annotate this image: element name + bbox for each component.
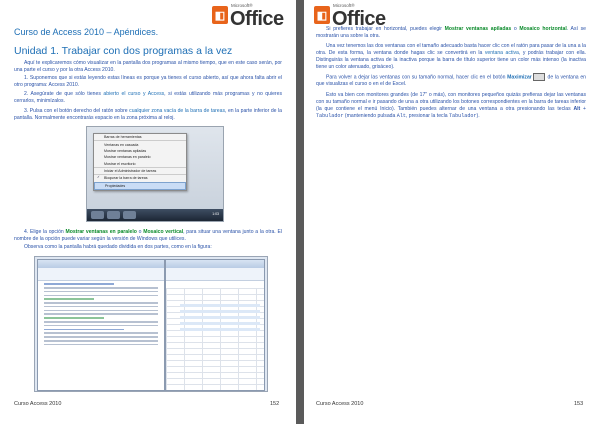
maximize-icon: [533, 73, 545, 81]
taskbar-button[interactable]: [91, 211, 104, 219]
office-logo: [314, 4, 386, 29]
office-logo-icon: ◧: [212, 6, 228, 24]
split-windows-screenshot: [34, 256, 268, 392]
menu-item[interactable]: Mostrar ventanas en paralelo: [104, 155, 151, 160]
taskbar-button[interactable]: [107, 211, 120, 219]
step-3: 3. Pulsa con el botón derecho del ratón sobre cualquier zona vacía de la barra de tareas, en la parte inferior de la pantalla. Normalmente encontrarás espacio en la zona próxima al reloj.: [14, 108, 282, 121]
left-page: [0, 0, 296, 424]
course-window: [37, 259, 165, 391]
footer-title: Curso Access 2010: [316, 401, 364, 407]
observe-paragraph: Observa como la pantalla habrá quedado dividida en dos partes, como en la figura:: [24, 244, 212, 250]
menu-item[interactable]: Barras de herramientas: [104, 135, 142, 140]
taskbar-button[interactable]: [123, 211, 136, 219]
office-logo: [212, 4, 284, 29]
paragraph-monitors: Esto va bien con monitores grandes (de 17" o más), con monitores pequeños quizás prefieras dejar las ventanas con su tamaño normal e ir pasando de una a otra utilizando los botones correspondientes en la barra de tareas inferior (la que contiene el menú Inicio). También puedes alternar de una ventana a otra presionando las teclas Alt + Tabulador (manteniendo pulsada Alt, presionar la tecla Tabulador).: [316, 92, 586, 119]
course-title: Curso de Access 2010 – Apéndices.: [14, 27, 159, 37]
step-4: 4. Elige la opción Mostrar ventanas en paralelo o Mosaico vertical, para situar una ventana junto a la otra. El nombre de la opción puede variar según la versión de Windows que utilices.: [14, 229, 282, 242]
menu-item[interactable]: Mostrar el escritorio: [104, 161, 136, 166]
menu-item[interactable]: Mostrar ventanas apiladas: [104, 148, 147, 153]
page-number: 152: [270, 401, 280, 407]
right-page: [304, 0, 600, 424]
taskbar[interactable]: [87, 209, 223, 221]
logo-office-text: Office: [332, 7, 386, 30]
access-window: [165, 259, 265, 391]
context-menu: [93, 133, 187, 191]
taskbar-context-menu-screenshot: [86, 126, 224, 222]
paragraph-maximize: Para volver a dejar las ventanas con su tamaño normal, hacer clic en el botón Maximizar de la ventana en que visualizas el curso o en el de Excel.: [316, 74, 586, 88]
unit-title: Unidad 1. Trabajar con dos programas a la vez: [14, 45, 233, 57]
menu-item[interactable]: Iniciar el Administrador de tareas: [94, 167, 186, 174]
logo-microsoft-text: Microsoft®: [231, 3, 253, 8]
page-number: 153: [574, 401, 584, 407]
logo-office-text: Office: [230, 7, 284, 30]
menu-item-highlighted[interactable]: Propiedades: [94, 182, 186, 190]
taskbar-clock: 1:03: [212, 212, 219, 216]
paragraph-horizontal: Si prefieres trabajar en horizontal, puedes elegir Mostrar ventanas apiladas o Mosaico horizontal. Así se mostrarán una sobre la otra.: [316, 26, 586, 39]
step-1: 1. Suponemos que si estás leyendo estas líneas es porque ya tienes el curso abierto, así que ahora falta abrir el otro programa: Access 2010.: [14, 75, 282, 88]
paragraph-active-window: Una vez tenemos las dos ventanas con el tamaño adecuado basta hacer clic con el ratón para pasar de la una a la otra. De esta forma, la ventana donde hagas clic se convertirá en la ventana activa, y podrás trabajar con ella. Distinguirás la ventana activa de la inactiva porque la barra de título superior tiene un color más intenso (la inactiva tiene un color atenuado, grisáceo).: [316, 43, 586, 70]
menu-item[interactable]: ✓ Bloquear la barra de tareas: [94, 174, 186, 181]
step-2: 2. Asegúrate de que sólo tienes abierto el curso y Access, si estás utilizando más programas y no quieres cerrarlos, minimízalos.: [14, 91, 282, 104]
menu-item[interactable]: Ventanas en cascada: [94, 140, 186, 147]
office-logo-icon: ◧: [314, 6, 330, 24]
footer-title: Curso Access 2010: [14, 401, 62, 407]
intro-paragraph: Aquí te explicaremos cómo visualizar en la pantalla dos programas al mismo tiempo, que en este caso serán, por una parte el curso y por la otra Access 2010.: [14, 60, 282, 73]
logo-microsoft-text: Microsoft®: [333, 3, 355, 8]
